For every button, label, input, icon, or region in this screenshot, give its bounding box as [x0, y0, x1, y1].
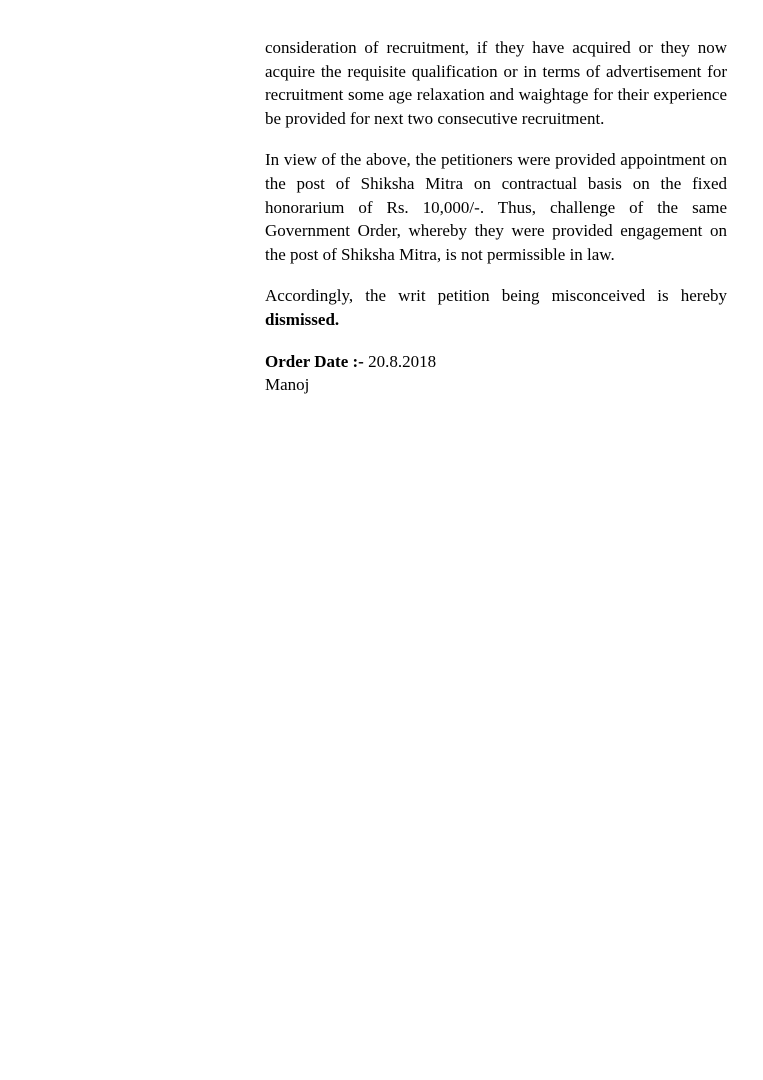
- dismissal-text: Accordingly, the writ petition being misconceived is hereby: [265, 286, 727, 306]
- order-date-line: [265, 350, 727, 374]
- document-body: [265, 36, 727, 397]
- signature-name: Manoj: [265, 375, 310, 395]
- dismissed-word: dismissed.: [265, 309, 340, 329]
- order-date-label: Order Date :-: [265, 351, 364, 371]
- paragraph-recruitment-consideration: consideration of recruitment, if they have acquired or they now acquire the requisite qualification or in terms of advertisement for recruitment some age relaxation and waightage for their experience be provided for next two consecutive recruitment.: [265, 38, 727, 128]
- paragraph-shiksha-mitra-appointment: In view of the above, the petitioners were provided appointment on the post of Shiksha Mitra on contractual basis on the fixed honorarium of Rs. 10,000/-. Thus, challenge of the same Government Order, whereby they were provided engagement on the post of Shiksha Mitra, is not permissible in law.: [265, 150, 727, 264]
- order-date-value: 20.8.2018: [368, 351, 437, 371]
- paragraph-dismissal: [265, 284, 727, 331]
